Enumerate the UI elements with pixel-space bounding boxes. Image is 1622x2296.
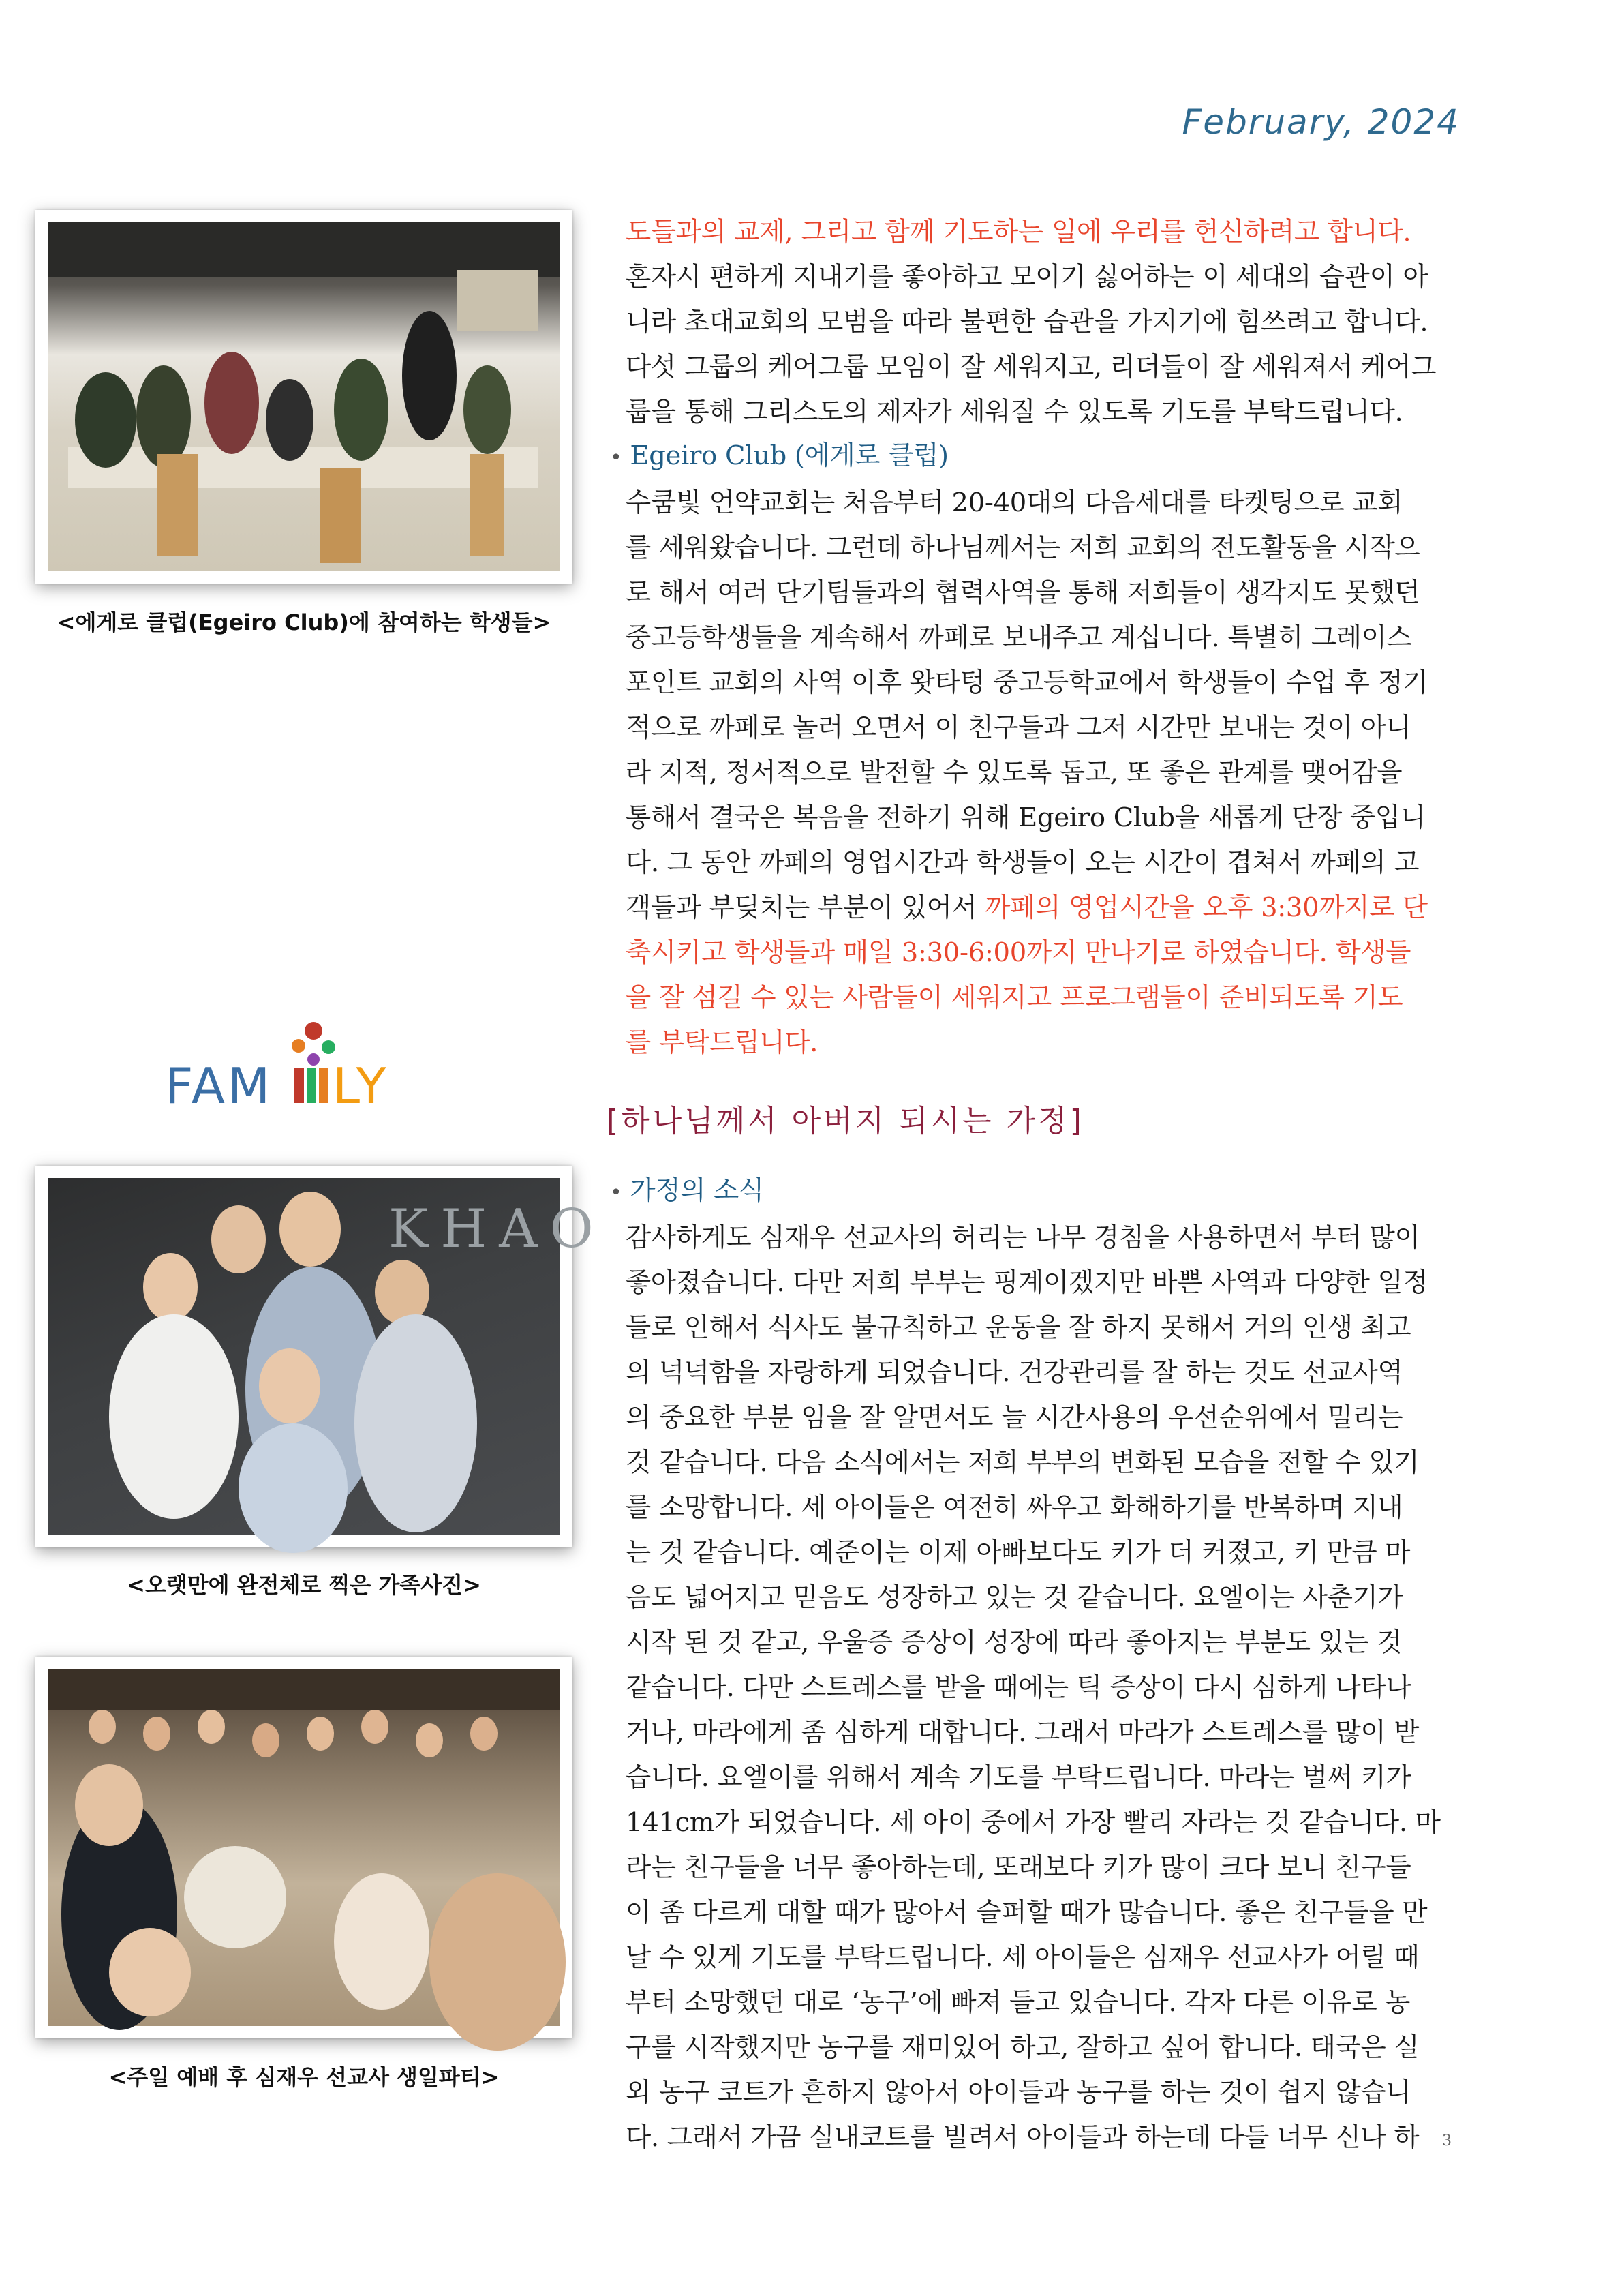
photo-birthday-party bbox=[48, 1669, 560, 2026]
text-line: 다섯 그룹의 케어그룹 모임이 잘 세워지고, 리더들이 잘 세워져서 케어그 bbox=[626, 352, 1437, 382]
text-block-care-groups bbox=[626, 210, 1465, 435]
svg-text:LY: LY bbox=[333, 1057, 389, 1115]
text-line: 외 농구 코트가 흔하지 않아서 아이들과 농구를 하는 것이 쉽지 않습니 bbox=[626, 2077, 1411, 2108]
wall-sign-text: KHAO bbox=[388, 1198, 606, 1260]
text-line: 수쿰빛 언약교회는 처음부터 20-40대의 다음세대를 타켓팅으로 교회 bbox=[626, 487, 1403, 518]
text-line: 객들과 부딪치는 부분이 있어서 까페의 영업시간을 오후 3:30까지로 단 bbox=[626, 892, 1428, 923]
photo-frame-birthday bbox=[35, 1657, 572, 2038]
text-line: 의 넉넉함을 자랑하게 되었습니다. 건강관리를 잘 하는 것도 선교사역 bbox=[626, 1357, 1403, 1388]
text-line: 통해서 결국은 복음을 전하기 위해 Egeiro Club을 새롭게 단장 중입니 bbox=[626, 802, 1426, 833]
section-family-news bbox=[610, 1168, 1469, 2160]
text-line: 날 수 있게 기도를 부탁드립니다. 세 아이들은 심재우 선교사가 어릴 때 bbox=[626, 1942, 1420, 1973]
text-line: 로 해서 여러 단기팀들과의 협력사역을 통해 저희들이 생각지도 못했던 bbox=[626, 577, 1420, 608]
bullet-icon: • bbox=[610, 1181, 622, 1205]
newsletter-date: February, 2024 bbox=[1182, 102, 1460, 142]
text-line: 들로 인해서 식사도 불규칙하고 운동을 잘 하지 못해서 거의 인생 최고 bbox=[626, 1312, 1411, 1343]
text-line: 룹을 통해 그리스도의 제자가 세워질 수 있도록 기도를 부탁드립니다. bbox=[626, 397, 1403, 427]
text-line: 를 세워왔습니다. 그런데 하나님께서는 저희 교회의 전도활동을 시작으 bbox=[626, 532, 1420, 563]
photo-egeiro-club-students bbox=[48, 222, 560, 571]
text-line: 라 지적, 정서적으로 발전할 수 있도록 돕고, 또 좋은 관계를 맺어감을 bbox=[626, 757, 1403, 788]
section-heading-egeiro: • Egeiro Club (에게로 클럽) bbox=[610, 440, 949, 471]
photo-caption-family: <오랫만에 완전체로 찍은 가족사진> bbox=[127, 1572, 481, 1598]
text-line: 것 같습니다. 다음 소식에서는 저희 부부의 변화된 모습을 전할 수 있기 bbox=[626, 1447, 1420, 1478]
text-line: 다. 그 동안 까페의 영업시간과 학생들이 오는 시간이 겹쳐서 까페의 고 bbox=[626, 847, 1420, 878]
photo-caption-egeiro-club: <에게로 클럽(Egeiro Club)에 참여하는 학생들> bbox=[57, 609, 551, 635]
text-line: 적으로 까페로 놀러 오면서 이 친구들과 그저 시간만 보내는 것이 아니 bbox=[626, 712, 1411, 743]
text-line: 도들과의 교제, 그리고 함께 기도하는 일에 우리를 헌신하려고 합니다. bbox=[626, 217, 1411, 247]
text-line: 의 중요한 부분 임을 잘 알면서도 늘 시간사용의 우선순위에서 밀리는 bbox=[626, 1402, 1403, 1433]
text-line: 거나, 마라에게 좀 심하게 대합니다. 그래서 마라가 스트레스를 많이 받 bbox=[626, 1717, 1420, 1748]
text-line: 포인트 교회의 사역 이후 왓타텅 중고등학교에서 학생들이 수업 후 정기 bbox=[626, 667, 1428, 698]
text-line: 혼자시 편하게 지내기를 좋아하고 모이기 싫어하는 이 세대의 습관이 아 bbox=[626, 262, 1428, 292]
page-number: 3 bbox=[1442, 2132, 1452, 2149]
text-line: 축시키고 학생들과 매일 3:30-6:00까지 만나기로 하였습니다. 학생들 bbox=[626, 937, 1411, 968]
family-logo bbox=[165, 1016, 438, 1115]
text-line: 을 잘 섬길 수 있는 사람들이 세워지고 프로그램들이 준비되도록 기도 bbox=[626, 982, 1403, 1013]
text-line: 좋아졌습니다. 다만 저희 부부는 핑계이겠지만 바쁜 사역과 다양한 일정 bbox=[626, 1267, 1428, 1298]
text-line: 같습니다. 다만 스트레스를 받을 때에는 틱 증상이 다시 심하게 나타나 bbox=[626, 1672, 1411, 1703]
svg-text:FAM: FAM bbox=[165, 1057, 273, 1115]
text-line: 141cm가 되었습니다. 세 아이 중에서 가장 빨리 자라는 것 같습니다. 마 bbox=[626, 1807, 1441, 1838]
text-line: 니라 초대교회의 모범을 따라 불편한 습관을 가지기에 힘쓰려고 합니다. bbox=[626, 307, 1428, 337]
photo-caption-birthday: <주일 예배 후 심재우 선교사 생일파티> bbox=[108, 2064, 500, 2090]
text-line: 시작 된 것 같고, 우울증 증상이 성장에 따라 좋아지는 부분도 있는 것 bbox=[626, 1627, 1403, 1658]
text-line: 중고등학생들을 계속해서 까페로 보내주고 계십니다. 특별히 그레이스 bbox=[626, 622, 1412, 653]
section-heading-family-news: • 가정의 소식 bbox=[610, 1175, 764, 1206]
photo-family-portrait bbox=[48, 1178, 606, 1535]
section-egeiro-club bbox=[610, 434, 1469, 1066]
text-line: 를 소망합니다. 세 아이들은 여전히 싸우고 화해하기를 반복하며 지내 bbox=[626, 1492, 1403, 1523]
text-line: 이 좀 다르게 대할 때가 많아서 슬퍼할 때가 많습니다. 좋은 친구들을 만 bbox=[626, 1897, 1428, 1928]
text-line: 부터 소망했던 대로 ‘농구’에 빠져 들고 있습니다. 각자 다른 이유로 농 bbox=[626, 1987, 1411, 2018]
text-line: 구를 시작했지만 농구를 재미있어 하고, 잘하고 싶어 합니다. 태국은 실 bbox=[626, 2032, 1420, 2063]
text-line: 음도 넓어지고 믿음도 성장하고 있는 것 같습니다. 요엘이는 사춘기가 bbox=[626, 1582, 1403, 1613]
photo-frame-family bbox=[35, 1166, 606, 1547]
text-line: 다. 그래서 가끔 실내코트를 빌려서 아이들과 하는데 다들 너무 신나 하 bbox=[626, 2122, 1420, 2153]
text-line: 감사하게도 심재우 선교사의 허리는 나무 경침을 사용하면서 부터 많이 bbox=[626, 1222, 1420, 1253]
text-line: 습니다. 요엘이를 위해서 계속 기도를 부탁드립니다. 마라는 벌써 키가 bbox=[626, 1762, 1411, 1793]
photo-frame-egeiro-club bbox=[35, 210, 572, 584]
section-title-family: [하나님께서 아버지 되시는 가정] bbox=[607, 1104, 1084, 1138]
text-line: 는 것 같습니다. 예준이는 이제 아빠보다도 키가 더 커졌고, 키 만큼 마 bbox=[626, 1537, 1411, 1568]
text-line: 를 부탁드립니다. bbox=[626, 1027, 818, 1058]
bullet-icon: • bbox=[610, 446, 622, 470]
text-line: 라는 친구들을 너무 좋아하는데, 또래보다 키가 많이 크다 보니 친구들 bbox=[626, 1852, 1411, 1883]
